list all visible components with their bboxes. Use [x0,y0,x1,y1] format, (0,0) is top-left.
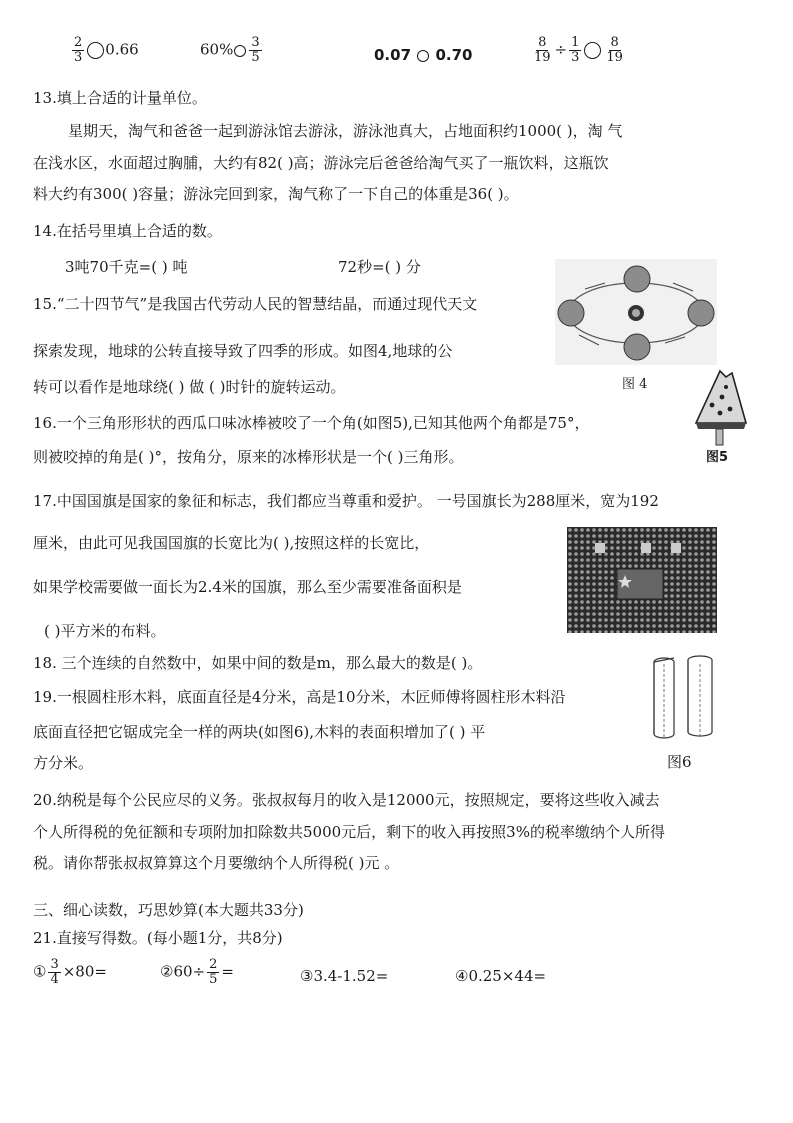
figure-6-caption: 图6 [667,753,692,771]
q16-line: 16.一个三角形形状的西瓜口味冰棒被咬了一个角(如图5),已知其他两个角都是75°， [33,414,590,432]
q20-line: 个人所得税的免征额和专项附加扣除数共5000元后，剩下的收入再按照3%的税率缴纳个人所得 [33,823,665,841]
split-cylinder-figure [648,650,718,746]
q13-line: 在浅水区，水面超过胸脯，大约有82( )高；游泳完后爸爸给淘气买了一瓶饮料，这瓶饮 [33,154,609,172]
flag-crowd-photo [567,527,717,633]
q20-line: 税。请你帮张叔叔算算这个月要缴纳个人所得税( )元 。 [33,854,400,872]
q16-line: 则被咬掉的角是( )°，按角分，原来的冰棒形状是一个( )三角形。 [33,448,464,466]
fraction: $\frac{8}{19}$ [534,35,551,65]
q13-title: 13.填上合适的计量单位。 [33,89,207,107]
q21-title: 21.直接写得数。(每小题1分，共8分) [33,929,283,947]
q15-line: 15.“二十四节气”是我国古代劳动人民的智慧结晶，而通过现代天文 [33,295,478,313]
compare-circle[interactable] [87,42,104,59]
q20-line: 20.纳税是每个公民应尽的义务。张叔叔每月的收入是12000元，按照规定，要将这些收入减去 [33,791,660,809]
compare-item-c: 0.07 0.70 [374,46,473,64]
compare-circle[interactable] [417,50,429,62]
fraction: $\frac{3}{5}$ [251,35,260,65]
q21-problem-3: ③3.4-1.52= [300,967,389,985]
fraction: $\frac{2}{5}$ [209,957,218,987]
q17-line: ( )平方米的布料。 [44,622,166,640]
watermelon-popsicle-figure [682,365,758,447]
q19-line: 19.一根圆柱形木料，底面直径是4分米，高是10分米，木匠师傅将圆柱形木料沿 [33,688,566,706]
figure-4-caption: 图 4 [622,377,648,392]
compare-item-d: $\frac{8}{19}$ ÷ $\frac{1}{3}$ $\frac{8}{19}$ [534,35,623,65]
q14-title: 14.在括号里填上合适的数。 [33,222,222,240]
compare-item-a: $\frac{2}{3}$ 0.66 [74,35,139,65]
fraction: $\frac{1}{3}$ [571,35,580,65]
compare-circle[interactable] [584,42,601,59]
section-3-title: 三、细心读数，巧思妙算(本大题共33分) [33,901,304,919]
figure-5-caption: 图5 [706,450,729,465]
q18-line: 18. 三个连续的自然数中，如果中间的数是m，那么最大的数是( )。 [33,654,483,672]
q21-problem-1: ① $\frac{3}{4}$ ×80= [33,957,107,987]
q13-line: 料大约有300( )容量；游泳完回到家，淘气称了一下自己的体重是36( )。 [33,185,519,203]
fraction: $\frac{8}{19}$ [606,35,623,65]
fraction: $\frac{2}{3}$ [74,35,83,65]
q19-line: 方分米。 [33,754,94,772]
q17-line: 厘米，由此可见我国国旗的长宽比为( ),按照这样的长宽比， [33,534,430,552]
q14-item-b: 72秒=( ) 分 [338,258,421,276]
compare-item-b: 60% $\frac{3}{5}$ [200,35,260,65]
q17-line: 如果学校需要做一面长为2.4米的国旗，那么至少需要准备面积是 [33,578,462,596]
earth-orbit-figure [555,259,717,365]
q15-line: 探索发现，地球的公转直接导致了四季的形成。如图4,地球的公 [33,342,453,360]
fraction: $\frac{3}{4}$ [50,957,59,987]
q19-line: 底面直径把它锯成完全一样的两块(如图6),木料的表面积增加了( ) 平 [33,723,486,741]
q21-problem-2: ②60÷ $\frac{2}{5}$ = [160,957,234,987]
q21-problem-4: ④0.25×44= [455,967,547,985]
q15-line: 转可以看作是地球绕( ) 做 ( )时针的旋转运动。 [33,378,346,396]
q14-item-a: 3吨70千克=( ) 吨 [65,258,188,276]
q17-line: 17.中国国旗是国家的象征和标志，我们都应当尊重和爱护。 一号国旗长为288厘米，宽为192 [33,492,659,510]
q13-line: 星期天，淘气和爸爸一起到游泳馆去游泳，游泳池真大，占地面积约1000( )，淘 气 [68,122,623,140]
compare-circle[interactable] [234,45,246,57]
